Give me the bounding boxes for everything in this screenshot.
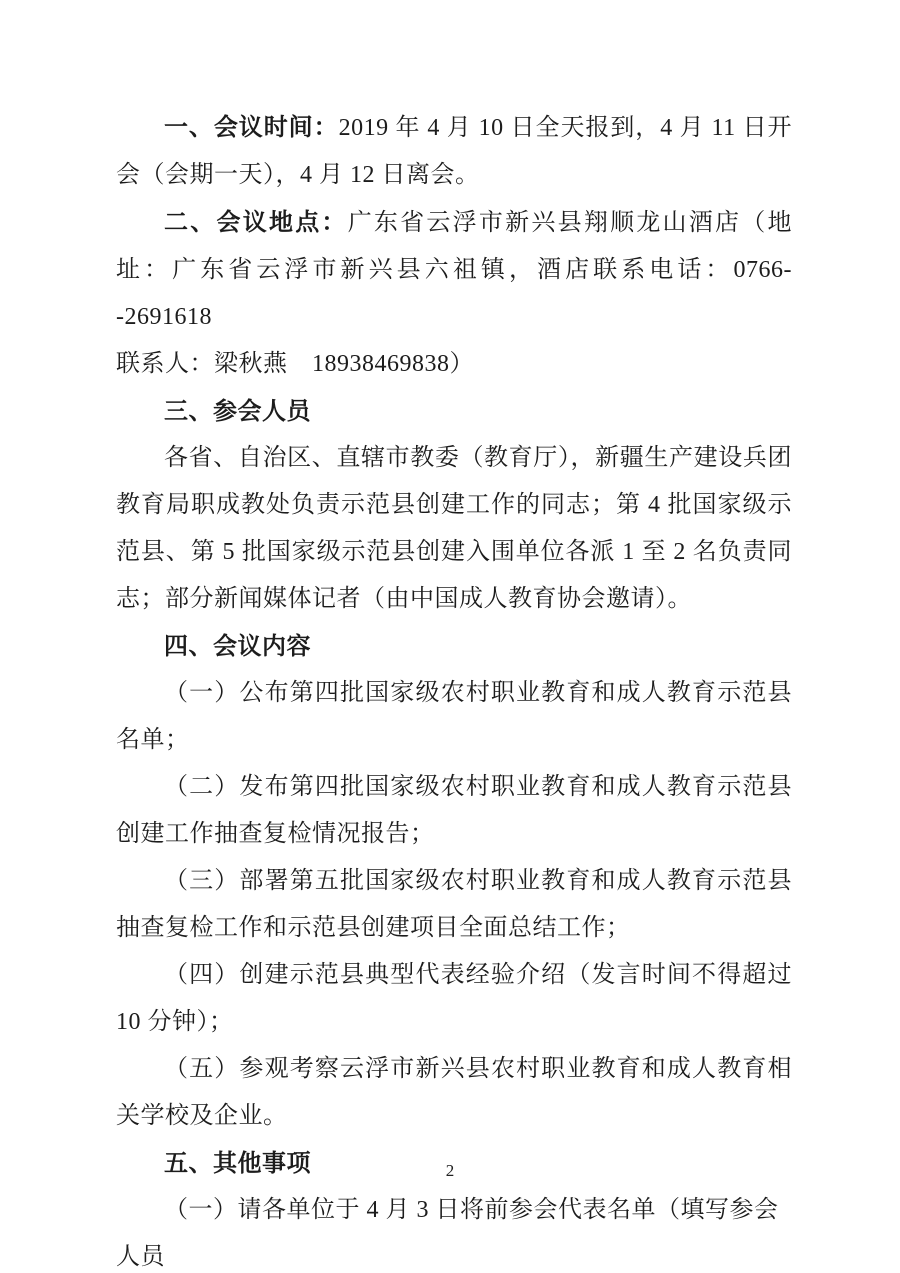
paragraph-meeting-time [116, 104, 792, 199]
section-heading-participants: 三、参会人员 [164, 398, 311, 425]
agenda-item-2: （二）发布第四批国家级农村职业教育和成人教育示范县创建工作抽查复检情况报告； [116, 774, 792, 847]
agenda-item-5: （五）参观考察云浮市新兴县农村职业教育和成人教育相关学校及企业。 [116, 1056, 792, 1129]
document-body [116, 104, 792, 1273]
agenda-item-1: （一）公布第四批国家级农村职业教育和成人教育示范县名单； [116, 680, 792, 753]
section-label-2: 二、会议地点： [164, 209, 348, 236]
agenda-item-4: （四）创建示范县典型代表经验介绍（发言时间不得超过 10 分钟）； [116, 962, 792, 1035]
contact-line: 联系人：梁秋燕 18938469838） [116, 351, 474, 377]
paragraph-participants: 各省、自治区、直辖市教委（教育厅），新疆生产建设兵团教育局职成教处负责示范县创建工作的同志；第 4 批国家级示范县、第 5 批国家级示范县创建入围单位各派 1 至 2 名负责同志；部分新闻媒体记者（由中国成人教育协会邀请）。 [116, 445, 792, 612]
section-heading-other-matters: 五、其他事项 [164, 1150, 311, 1177]
page-number: 2 [445, 1161, 455, 1180]
paragraph-meeting-location [116, 199, 792, 388]
paragraph-text: 2019 年 4 月 10 日全天报到，4 月 11 日开会（会期一天），4 月 12 日离会。 [116, 115, 793, 188]
paragraph-text: 广东省云浮市新兴县翔顺龙山酒店（地址：广东省云浮市新兴县六祖镇，酒店联系电话：0766--2691618 [116, 210, 793, 330]
agenda-item-3: （三）部署第五批国家级农村职业教育和成人教育示范县抽查复检工作和示范县创建项目全面总结工作； [116, 868, 792, 941]
section-heading-agenda: 四、会议内容 [164, 633, 311, 660]
other-matters-item-1: （一）请各单位于 4 月 3 日将前参会代表名单（填写参会人员 [116, 1197, 779, 1270]
section-label-1: 一、会议时间： [164, 114, 339, 141]
